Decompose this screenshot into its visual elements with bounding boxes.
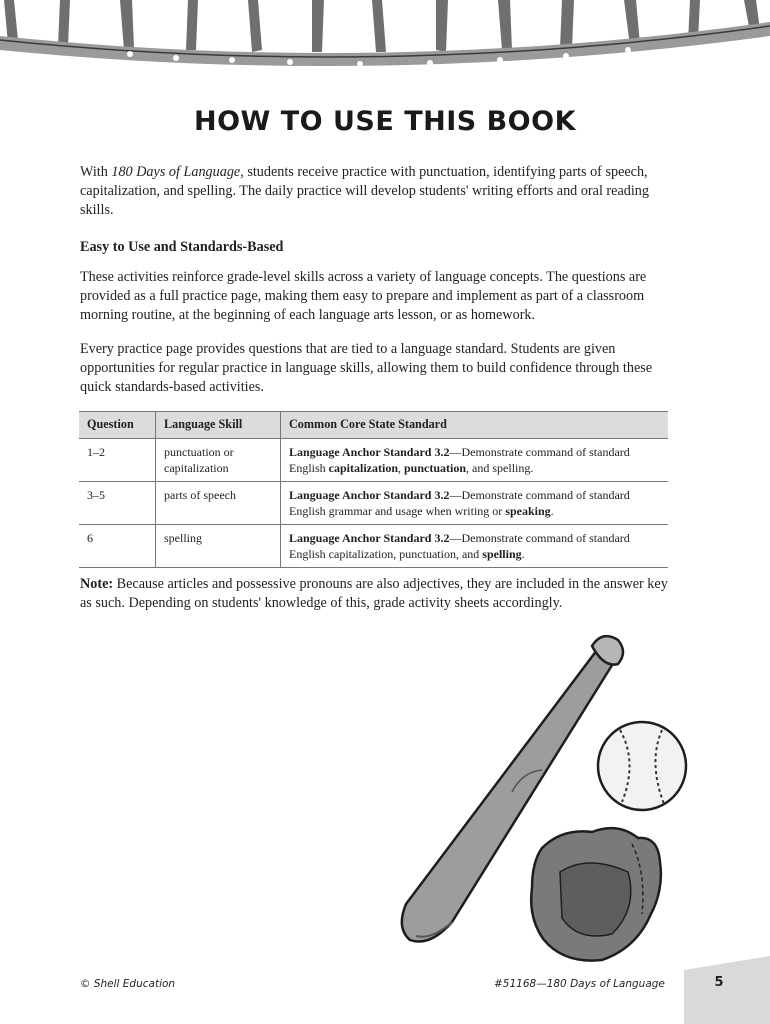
standard-text: , and spelling. [466,460,534,475]
table-row [79,439,668,482]
standard-text: . [521,546,525,561]
header-question: Question [79,412,156,439]
standard-text: . [550,503,554,518]
header-skill: Language Skill [156,412,281,439]
section-heading: Easy to Use and Standards-Based [80,239,284,255]
skill-cell: parts of speech [156,482,281,525]
intro-text: students receive practice with punctuation, identifying parts of speech, capitalization, and spelling. The daily practice will develop students' writing efforts and oral reading skills. [80,164,649,219]
standard-bold: speaking [505,503,551,518]
footer-book-id: #51168—180 Days of Language [494,978,665,990]
intro-prefix: With [80,164,112,180]
glove-icon [531,828,661,960]
header-standard: Common Core State Standard [281,412,669,439]
table-row [79,482,668,525]
question-cell: 6 [79,525,156,568]
page-title: HOW TO USE THIS BOOK [193,106,577,137]
question-cell: 3–5 [79,482,156,525]
standards-paragraph: Every practice page provides questions that are tied to a language standard. Students are given opportunities for regular practice in language skills, allowing them to build confidence through these quick standards-based activities. [80,341,653,396]
baseball-icon [598,722,686,810]
standard-cell [281,439,669,482]
table-row [79,525,668,568]
note-paragraph [80,575,680,613]
skill-cell: punctuation or capitalization [156,439,281,482]
intro-paragraph [80,163,680,221]
standard-bold: spelling [482,546,522,561]
standard-cell [281,482,669,525]
standard-bold: punctuation [404,460,467,475]
standard-bold: capitalization [328,460,398,475]
standard-name: Language Anchor Standard 3.2 [289,445,450,459]
standards-table [79,411,668,568]
footer-publisher: © Shell Education [80,978,176,990]
standard-text: —Demonstrate command of standard English capitalization, punctuation, and [289,531,630,561]
standard-name: Language Anchor Standard 3.2 [289,531,450,545]
table-header-row [79,412,668,439]
question-cell: 1–2 [79,439,156,482]
standard-cell [281,525,669,568]
standard-name: Language Anchor Standard 3.2 [289,488,450,502]
page-tab [684,956,770,1024]
note-label: Note: [80,576,114,592]
standard-text: —Demonstrate command of standard English [289,445,630,475]
skill-cell: spelling [156,525,281,568]
activities-paragraph: These activities reinforce grade-level skills across a variety of language concepts. The questions are provided as a full practice page, making them easy to prepare and implement as part of a classroom morning routine, at the beginning of each language arts lesson, or as homework. [80,269,647,324]
note-text: Because articles and possessive pronouns are also adjectives, they are included in the answer key as such. Depending on students' knowledge of this, grade activity sheets accordingly. [80,576,668,612]
page-number: 5 [714,975,724,990]
standard-text: , [398,460,404,475]
standard-text: —Demonstrate command of standard English grammar and usage when writing or [289,488,630,518]
header-decoration [0,0,770,80]
baseball-illustration [392,622,692,972]
book-title: 180 Days of Language, [111,164,244,180]
